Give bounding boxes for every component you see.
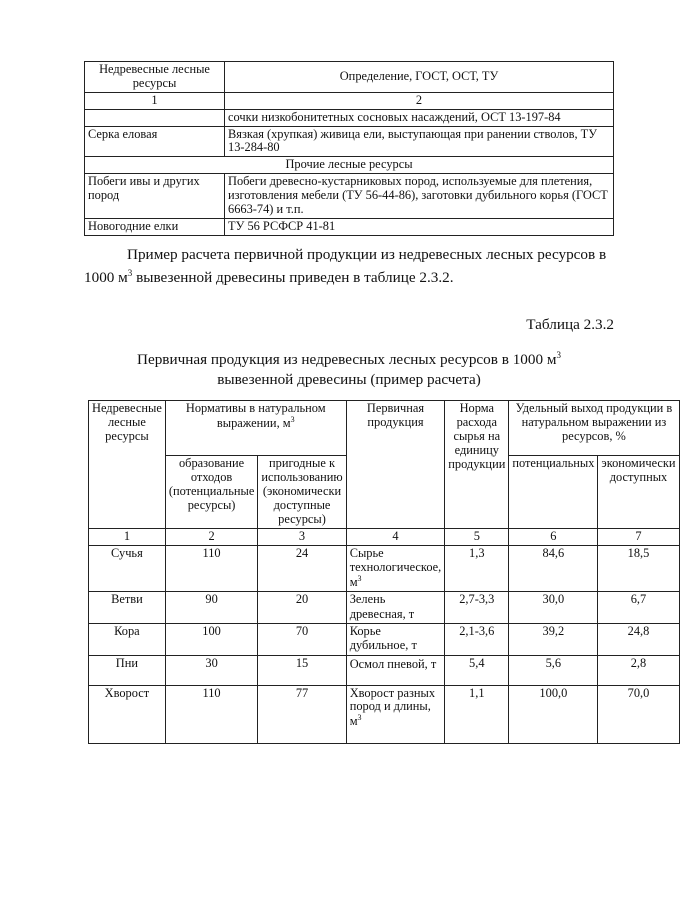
table-caption — [84, 350, 614, 390]
resource-definition: ТУ 56 РСФСР 41-81 — [225, 218, 614, 235]
header-rate: Норма расхода сырья на единицу продукции — [445, 401, 509, 529]
economic-value: 70,0 — [598, 685, 679, 743]
usable-value: 70 — [258, 623, 346, 655]
column-number: 1 — [85, 92, 225, 109]
table-row — [89, 685, 680, 743]
header-waste: образование отходов (потенциальные ресурсы) — [165, 456, 258, 529]
table-row — [85, 109, 614, 126]
table-row — [85, 92, 614, 109]
table-row — [89, 529, 680, 546]
column-number: 3 — [258, 529, 346, 546]
resource-name: Побеги ивы и других пород — [85, 174, 225, 219]
product-text: Сырье технологическое, м — [349, 545, 442, 589]
column-number: 1 — [89, 529, 166, 546]
table-row — [85, 174, 614, 219]
superscript: 3 — [127, 267, 133, 278]
resource-name: Хворост — [89, 685, 166, 743]
table-row — [85, 126, 614, 157]
potential-value: 84,6 — [509, 545, 598, 591]
header-norms — [165, 401, 346, 456]
resource-definition: Побеги древесно-кустарниковых пород, используемые для плетения, изготовления мебели (ТУ 56-44-86), заготовки дубильного корья (ГОСТ 6663-74) и т.п. — [225, 174, 614, 219]
resource-name: Сучья — [89, 545, 166, 591]
resource-name: Пни — [89, 655, 166, 685]
waste-value: 110 — [165, 685, 258, 743]
column-number: 2 — [225, 92, 614, 109]
economic-value: 24,8 — [598, 623, 679, 655]
waste-value: 110 — [165, 545, 258, 591]
potential-value: 30,0 — [509, 591, 598, 623]
product-name — [346, 655, 445, 685]
header-potential: потенциальных — [509, 456, 598, 529]
primary-products-table — [88, 400, 680, 744]
table-row — [85, 218, 614, 235]
potential-value: 100,0 — [509, 685, 598, 743]
caption-text: Первичная продукция из недревесных лесных ресурсов в 1000 м — [137, 351, 557, 369]
rate-value: 2,7-3,3 — [445, 591, 509, 623]
economic-value: 6,7 — [598, 591, 679, 623]
potential-value: 39,2 — [509, 623, 598, 655]
header-economic: экономически доступных — [598, 456, 679, 529]
table-row — [89, 655, 680, 685]
table-label: Таблица 2.3.2 — [526, 316, 614, 333]
potential-value: 5,6 — [509, 655, 598, 685]
usable-value: 77 — [258, 685, 346, 743]
superscript: 3 — [357, 713, 362, 723]
superscript: 3 — [290, 414, 295, 424]
resource-definition: сочки низкобонитетных сосновых насаждений, ОСТ 13-197-84 — [225, 109, 614, 126]
superscript: 3 — [357, 573, 362, 583]
definitions-table — [84, 61, 614, 236]
body-paragraph — [84, 244, 614, 290]
rate-value: 2,1-3,6 — [445, 623, 509, 655]
table-row — [85, 157, 614, 174]
column-number: 5 — [445, 529, 509, 546]
column-number: 2 — [165, 529, 258, 546]
paragraph-text: Пример расчета первичной продукции из недревесных лесных ресурсов в 1000 м — [84, 246, 607, 286]
header-resources: Недревесные лесные ресурсы — [89, 401, 166, 529]
product-text: Зелень древесная, т — [349, 591, 415, 621]
table-row — [89, 623, 680, 655]
usable-value: 24 — [258, 545, 346, 591]
rate-value: 1,3 — [445, 545, 509, 591]
product-text: Корье дубильное, т — [349, 623, 417, 653]
superscript: 3 — [556, 350, 561, 360]
product-name — [346, 591, 445, 623]
table-row — [89, 545, 680, 591]
product-name — [346, 545, 445, 591]
table-row — [89, 591, 680, 623]
header-product: Первичная продукция — [346, 401, 445, 529]
table-row — [89, 401, 680, 456]
resource-name — [85, 109, 225, 126]
waste-value: 90 — [165, 591, 258, 623]
usable-value: 15 — [258, 655, 346, 685]
resource-name: Новогодние елки — [85, 218, 225, 235]
rate-value: 1,1 — [445, 685, 509, 743]
resource-name: Серка еловая — [85, 126, 225, 157]
economic-value: 2,8 — [598, 655, 679, 685]
table-row — [85, 62, 614, 93]
column-number: 6 — [509, 529, 598, 546]
product-name — [346, 685, 445, 743]
rate-value: 5,4 — [445, 655, 509, 685]
product-text: Осмол пневой, т — [349, 656, 437, 671]
product-text: Хворост разных пород и длины, м — [349, 685, 436, 729]
waste-value: 30 — [165, 655, 258, 685]
header-yield: Удельный выход продукции в натуральном выражении из ресурсов, % — [509, 401, 679, 456]
product-name — [346, 623, 445, 655]
caption-text: вывезенной древесины (пример расчета) — [217, 370, 481, 388]
paragraph-text: вывезенной древесины приведен в таблице 2.3.2. — [132, 268, 454, 286]
header-resources: Недревесные лесные ресурсы — [85, 62, 225, 93]
resource-name: Ветви — [89, 591, 166, 623]
waste-value: 100 — [165, 623, 258, 655]
resource-name: Кора — [89, 623, 166, 655]
column-number: 4 — [346, 529, 445, 546]
column-number: 7 — [598, 529, 679, 546]
header-text: Нормативы в натуральном выражении, м — [185, 401, 326, 431]
resource-definition: Вязкая (хрупкая) живица ели, выступающая при ранении стволов, ТУ 13-284-80 — [225, 126, 614, 157]
economic-value: 18,5 — [598, 545, 679, 591]
header-usable: пригодные к использованию (экономически доступные ресурсы) — [258, 456, 346, 529]
usable-value: 20 — [258, 591, 346, 623]
section-header: Прочие лесные ресурсы — [85, 157, 614, 174]
header-definition: Определение, ГОСТ, ОСТ, ТУ — [225, 62, 614, 93]
